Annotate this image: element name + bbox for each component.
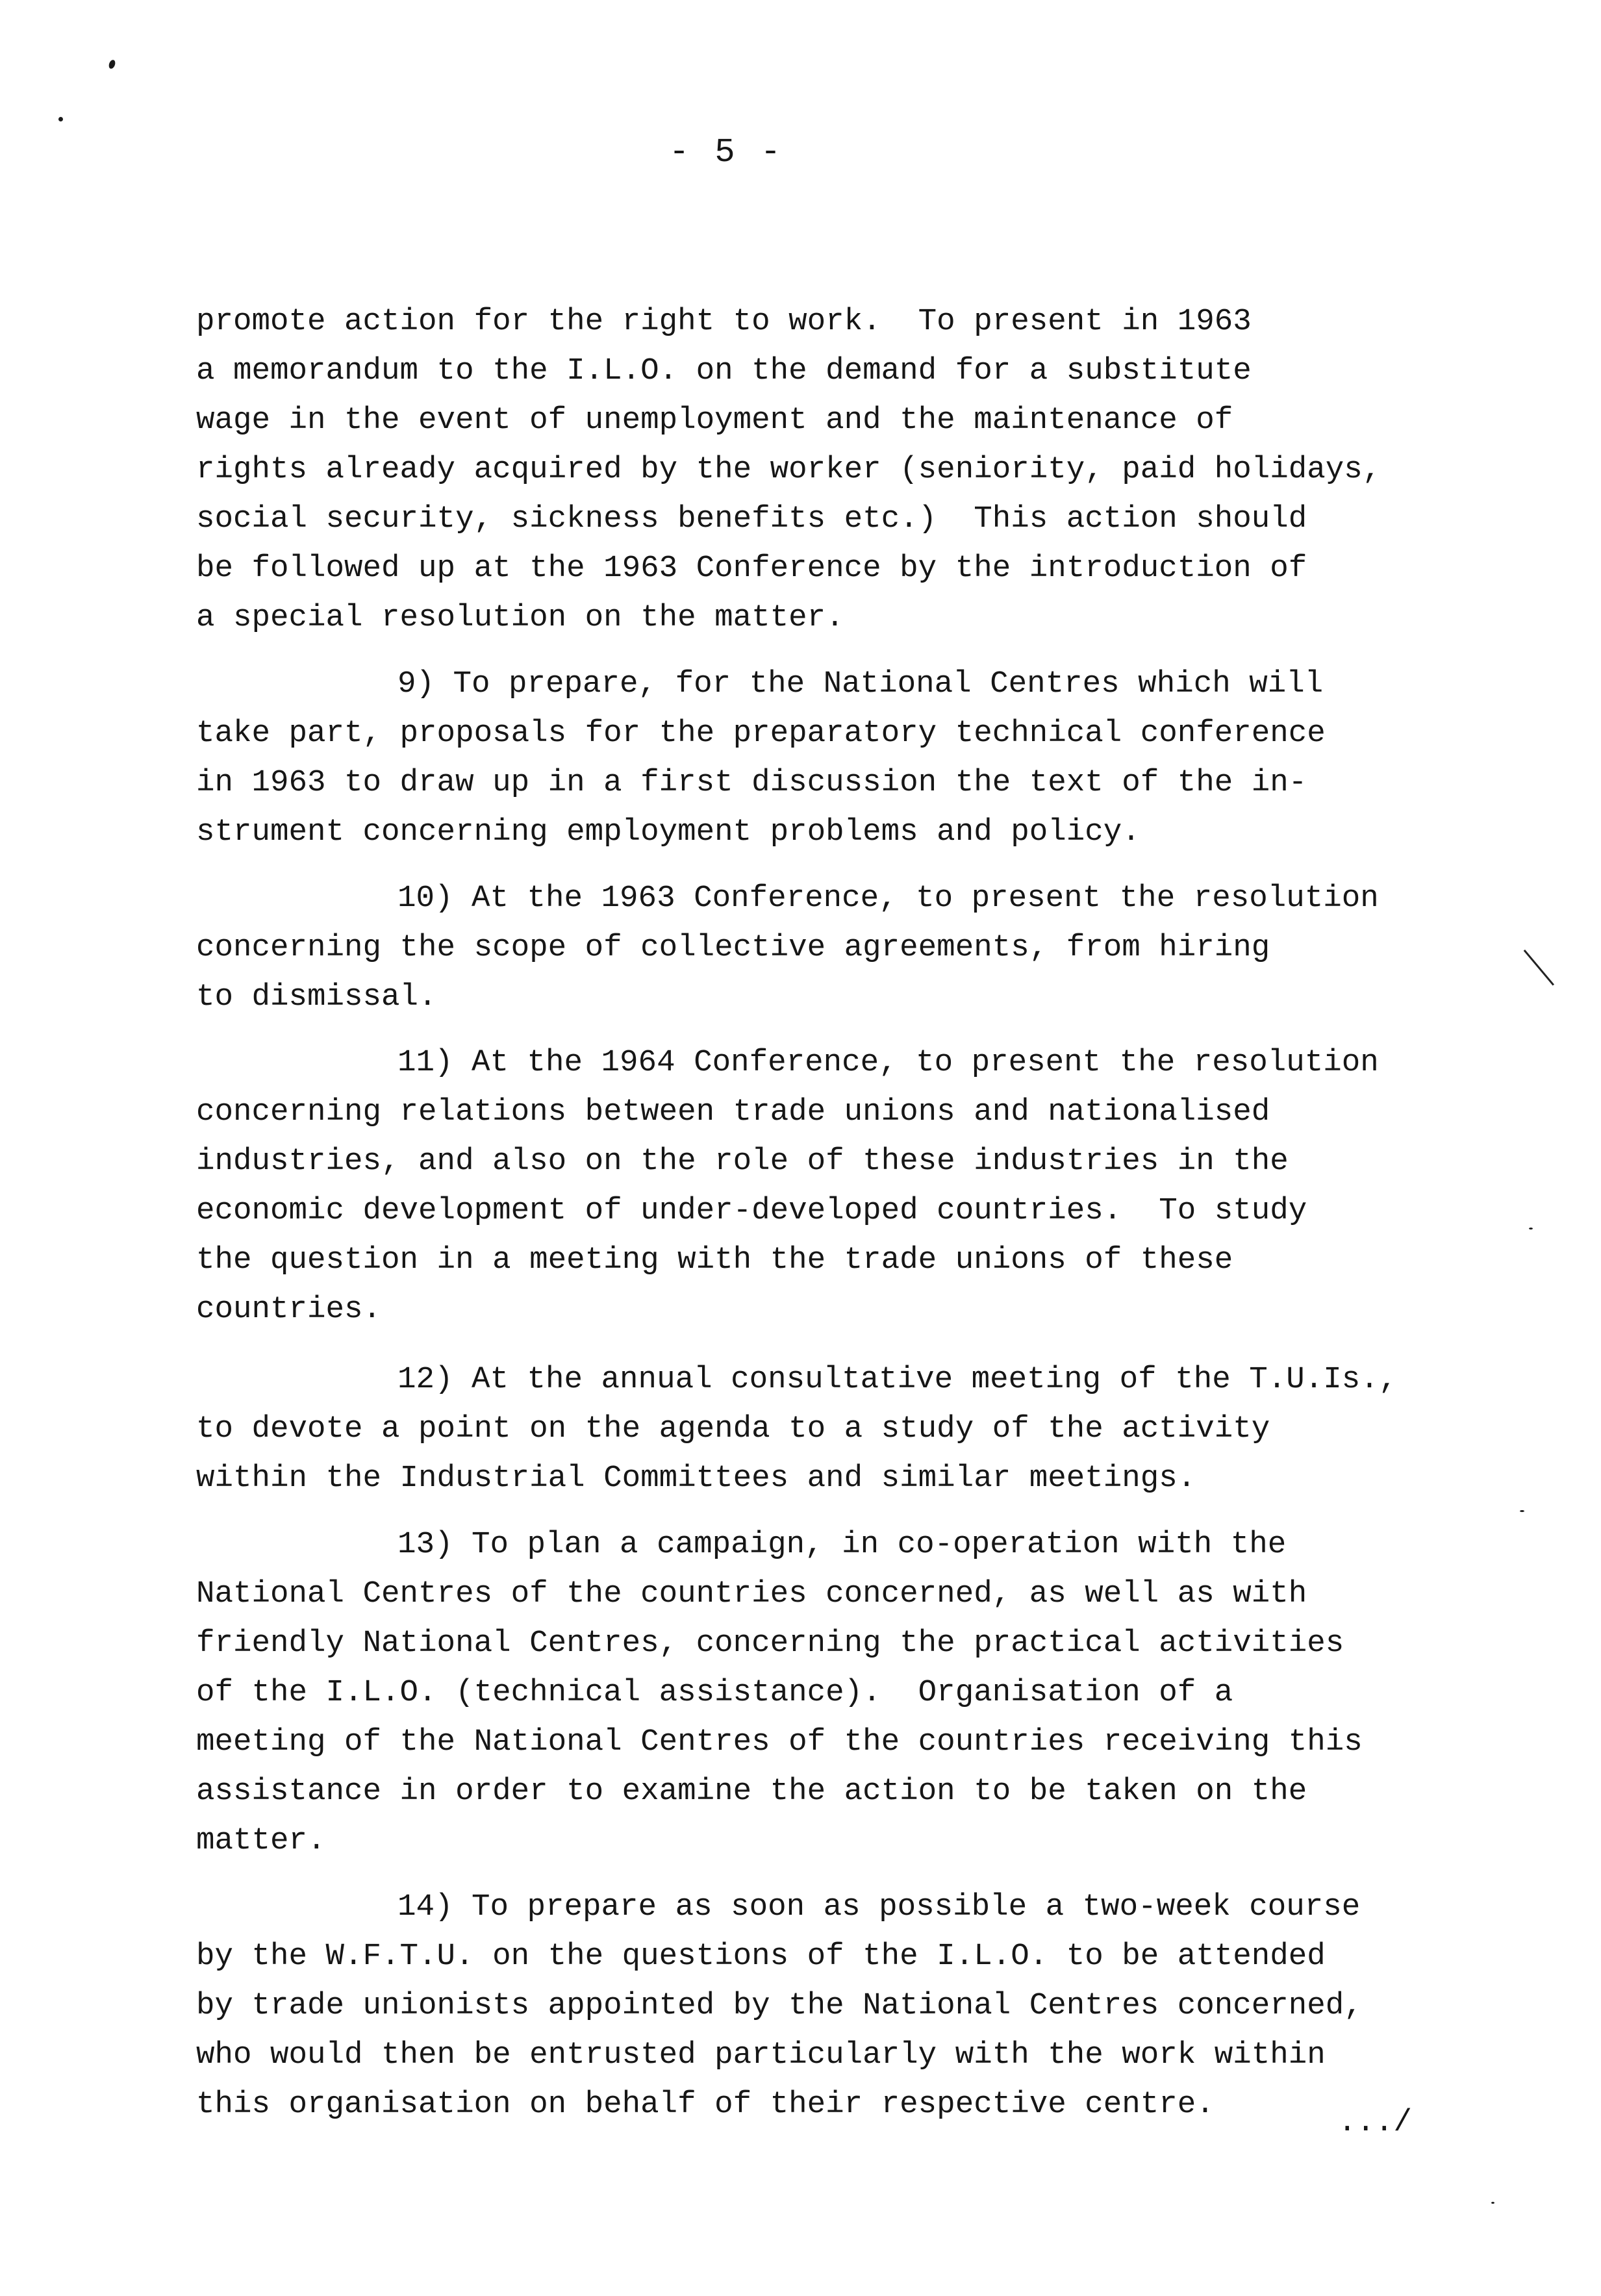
- scan-stroke: [1524, 950, 1554, 986]
- text-line: a special resolution on the matter.: [196, 600, 844, 635]
- text-line: 11) At the 1964 Conference, to present the resolution: [397, 1045, 1379, 1080]
- scan-speck: [58, 117, 63, 121]
- paragraph-8-continued: [196, 297, 1381, 642]
- text-line: a memorandum to the I.L.O. on the demand for a substitute: [196, 353, 1252, 388]
- scan-speck: [1520, 1510, 1524, 1512]
- continuation-dots: ...: [1338, 2105, 1394, 2140]
- text-line: of the I.L.O. (technical assistance). Organisation of a: [196, 1675, 1233, 1710]
- text-line: industries, and also on the role of these industries in the: [196, 1144, 1289, 1179]
- text-line: meeting of the National Centres of the countries receiving this: [196, 1724, 1363, 1760]
- text-line: the question in a meeting with the trade unions of these: [196, 1243, 1233, 1278]
- text-line: concerning relations between trade unions and nationalised: [196, 1094, 1270, 1129]
- text-line: matter.: [196, 1823, 326, 1858]
- paragraph-11: [196, 1038, 1379, 1334]
- text-line: promote action for the right to work. To present in 1963: [196, 304, 1252, 339]
- text-line: 10) At the 1963 Conference, to present the resolution: [397, 881, 1379, 916]
- text-line: strument concerning employment problems and policy.: [196, 814, 1141, 850]
- text-line: in 1963 to draw up in a first discussion the text of the in-: [196, 765, 1307, 800]
- text-line: by the W.F.T.U. on the questions of the I.L.O. to be attended: [196, 1939, 1326, 1974]
- text-line: 12) At the annual consultative meeting of the T.U.Is.,: [397, 1362, 1398, 1397]
- text-line: to devote a point on the agenda to a study of the activity: [196, 1411, 1270, 1446]
- text-line: National Centres of the countries concerned, as well as with: [196, 1576, 1307, 1611]
- scan-speck: [1529, 1228, 1533, 1230]
- text-line: 9) To prepare, for the National Centres which will: [397, 666, 1324, 701]
- text-line: countries.: [196, 1292, 382, 1327]
- text-line: economic development of under-developed countries. To study: [196, 1193, 1307, 1228]
- text-line: rights already acquired by the worker (seniority, paid holidays,: [196, 452, 1381, 487]
- text-line: this organisation on behalf of their respective centre.: [196, 2087, 1215, 2122]
- text-line: concerning the scope of collective agreements, from hiring: [196, 930, 1270, 965]
- text-line: social security, sickness benefits etc.) This action should: [196, 501, 1307, 536]
- paragraph-13: [196, 1520, 1363, 1865]
- text-line: who would then be entrusted particularly with the work within: [196, 2037, 1326, 2073]
- text-line: assistance in order to examine the action to be taken on the: [196, 1774, 1307, 1809]
- paragraph-10: [196, 874, 1379, 1022]
- page-number: - 5 -: [669, 133, 784, 171]
- text-line: 14) To prepare as soon as possible a two-week course: [397, 1889, 1361, 1924]
- text-line: by trade unionists appointed by the National Centres concerned,: [196, 1988, 1363, 2023]
- text-line: 13) To plan a campaign, in co-operation with the: [397, 1527, 1287, 1562]
- text-line: within the Industrial Committees and similar meetings.: [196, 1461, 1196, 1496]
- scan-speck: [108, 59, 116, 69]
- paragraph-12: [196, 1355, 1397, 1503]
- paragraph-9: [196, 659, 1326, 857]
- text-line: wage in the event of unemployment and the maintenance of: [196, 403, 1233, 438]
- paragraph-14: [196, 1882, 1363, 2129]
- text-line: friendly National Centres, concerning the practical activities: [196, 1626, 1344, 1661]
- scan-speck: [1491, 2202, 1494, 2204]
- continuation-mark: .../: [1338, 2105, 1413, 2140]
- text-line: be followed up at the 1963 Conference by the introduction of: [196, 551, 1307, 586]
- text-line: to dismissal.: [196, 979, 437, 1015]
- text-line: take part, proposals for the preparatory technical conference: [196, 716, 1326, 751]
